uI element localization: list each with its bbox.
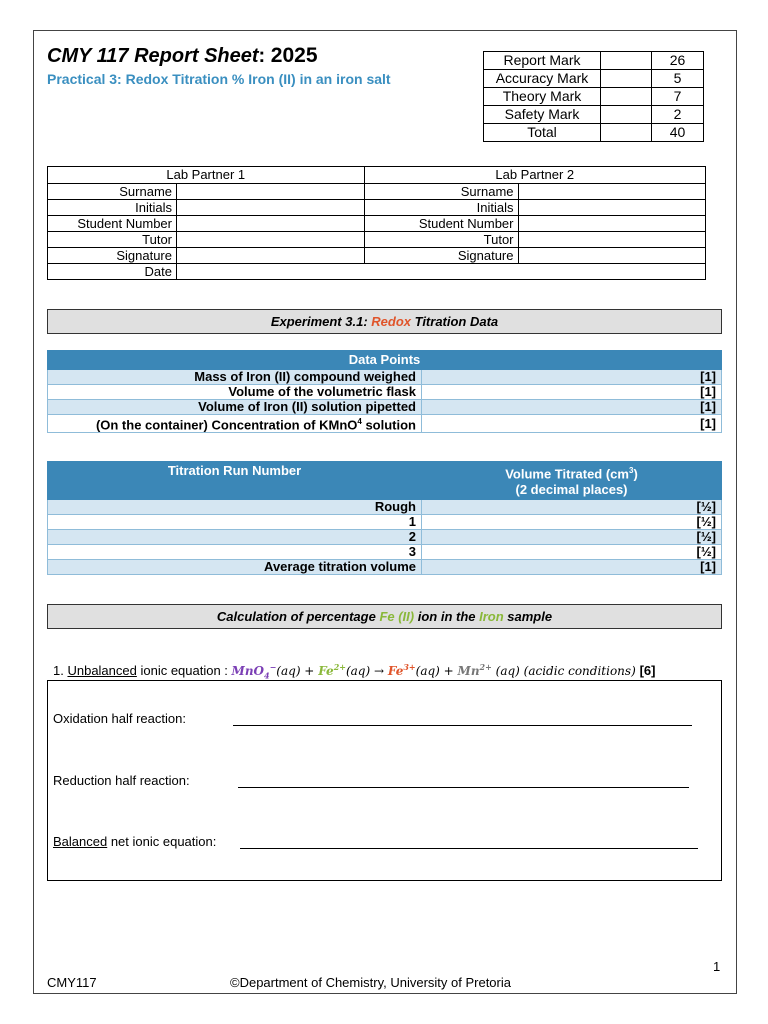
- partner1-initials-field[interactable]: [177, 200, 365, 216]
- partner1-student-number-field[interactable]: [177, 216, 365, 232]
- run2-volume-cell[interactable]: [½]: [422, 530, 722, 545]
- concentration-input-cell[interactable]: [1]: [422, 415, 722, 433]
- data-points-header: Data Points: [48, 351, 722, 370]
- oxidation-label: Oxidation half reaction:: [53, 711, 186, 726]
- partner2-initials-field[interactable]: [518, 200, 706, 216]
- marks-row: Accuracy Mark 5: [484, 70, 704, 88]
- page-number: 1: [713, 959, 721, 974]
- table-row: Rough [½]: [48, 500, 722, 515]
- partner1-tutor-field[interactable]: [177, 232, 365, 248]
- rough-volume-cell[interactable]: [½]: [422, 500, 722, 515]
- footer-course: CMY117: [47, 975, 97, 990]
- volume-titrated-header: Volume Titrated $(cm^3)$ (2 decimal places): [422, 462, 722, 500]
- balanced-answer-line[interactable]: [240, 848, 698, 849]
- reduction-label: Reduction half reaction:: [53, 773, 190, 788]
- table-row: Mass of Iron (II) compound weighed [1]: [48, 370, 722, 385]
- partner2-tutor-field[interactable]: [518, 232, 706, 248]
- table-row: Volume of Iron (II) solution pipetted [1]: [48, 400, 722, 415]
- table-row: 2 [½]: [48, 530, 722, 545]
- footer-copyright: ©Department of Chemistry, University of Pretoria: [230, 975, 511, 990]
- partner1-signature-field[interactable]: [177, 248, 365, 264]
- question-1: 1. Unbalanced ionic equation : $MnO_4^-(aq) + Fe^{2+}(aq) \to Fe^{3+}(aq) + Mn^{2+}$ (aq) (acidic conditions) [6]: [53, 662, 656, 681]
- flask-volume-input-cell[interactable]: [1]: [422, 385, 722, 400]
- run3-volume-cell[interactable]: [½]: [422, 545, 722, 560]
- marks-table: [483, 51, 704, 142]
- balanced-label: Balanced net ionic equation:: [53, 834, 217, 849]
- titration-table: [47, 461, 722, 575]
- table-row: 1 [½]: [48, 515, 722, 530]
- table-row: (On the container) Concentration of KMnO$^4$ solution [1]: [48, 415, 722, 433]
- partner2-header: Lab Partner 2: [364, 167, 706, 184]
- lab-partners-table: Lab Partner 1 Lab Partner 2 Surname Surname Initials Initials Student Number Student Number Tutor Tutor Signature Signature Date: [47, 166, 706, 280]
- pipetted-volume-input-cell[interactable]: [1]: [422, 400, 722, 415]
- partner2-student-number-field[interactable]: [518, 216, 706, 232]
- calculation-section-bar: Calculation of percentage Fe (II) ion in the Iron sample: [47, 604, 722, 629]
- marks-row: Theory Mark 7: [484, 88, 704, 106]
- oxidation-answer-line[interactable]: [233, 725, 692, 726]
- mass-input-cell[interactable]: [1]: [422, 370, 722, 385]
- unbalanced-equation: $MnO_4^-(aq) + Fe^{2+}(aq) \to Fe^{3+}(aq) + Mn^{2+}$ (aq) (acidic conditions): [231, 662, 636, 681]
- practical-subtitle: Practical 3: Redox Titration % Iron (II) in an iron salt: [47, 71, 391, 87]
- partner2-surname-field[interactable]: [518, 184, 706, 200]
- data-points-table: [47, 350, 722, 433]
- marks-row: Total 40: [484, 124, 704, 142]
- run-number-header: Titration Run Number: [48, 462, 422, 500]
- marks-row: Safety Mark 2: [484, 106, 704, 124]
- run1-volume-cell[interactable]: [½]: [422, 515, 722, 530]
- page-title: CMY 117 Report Sheet: 2025: [47, 44, 318, 67]
- partner2-signature-field[interactable]: [518, 248, 706, 264]
- partner1-surname-field[interactable]: [177, 184, 365, 200]
- table-row: 3 [½]: [48, 545, 722, 560]
- average-volume-cell[interactable]: [1]: [422, 560, 722, 575]
- table-row: Volume of the volumetric flask [1]: [48, 385, 722, 400]
- experiment-section-bar: Experiment 3.1: Redox Titration Data: [47, 309, 722, 334]
- table-row: Average titration volume [1]: [48, 560, 722, 575]
- partner1-header: Lab Partner 1: [48, 167, 365, 184]
- marks-row: Report Mark 26: [484, 52, 704, 70]
- reduction-answer-line[interactable]: [238, 787, 689, 788]
- date-field[interactable]: [177, 264, 706, 280]
